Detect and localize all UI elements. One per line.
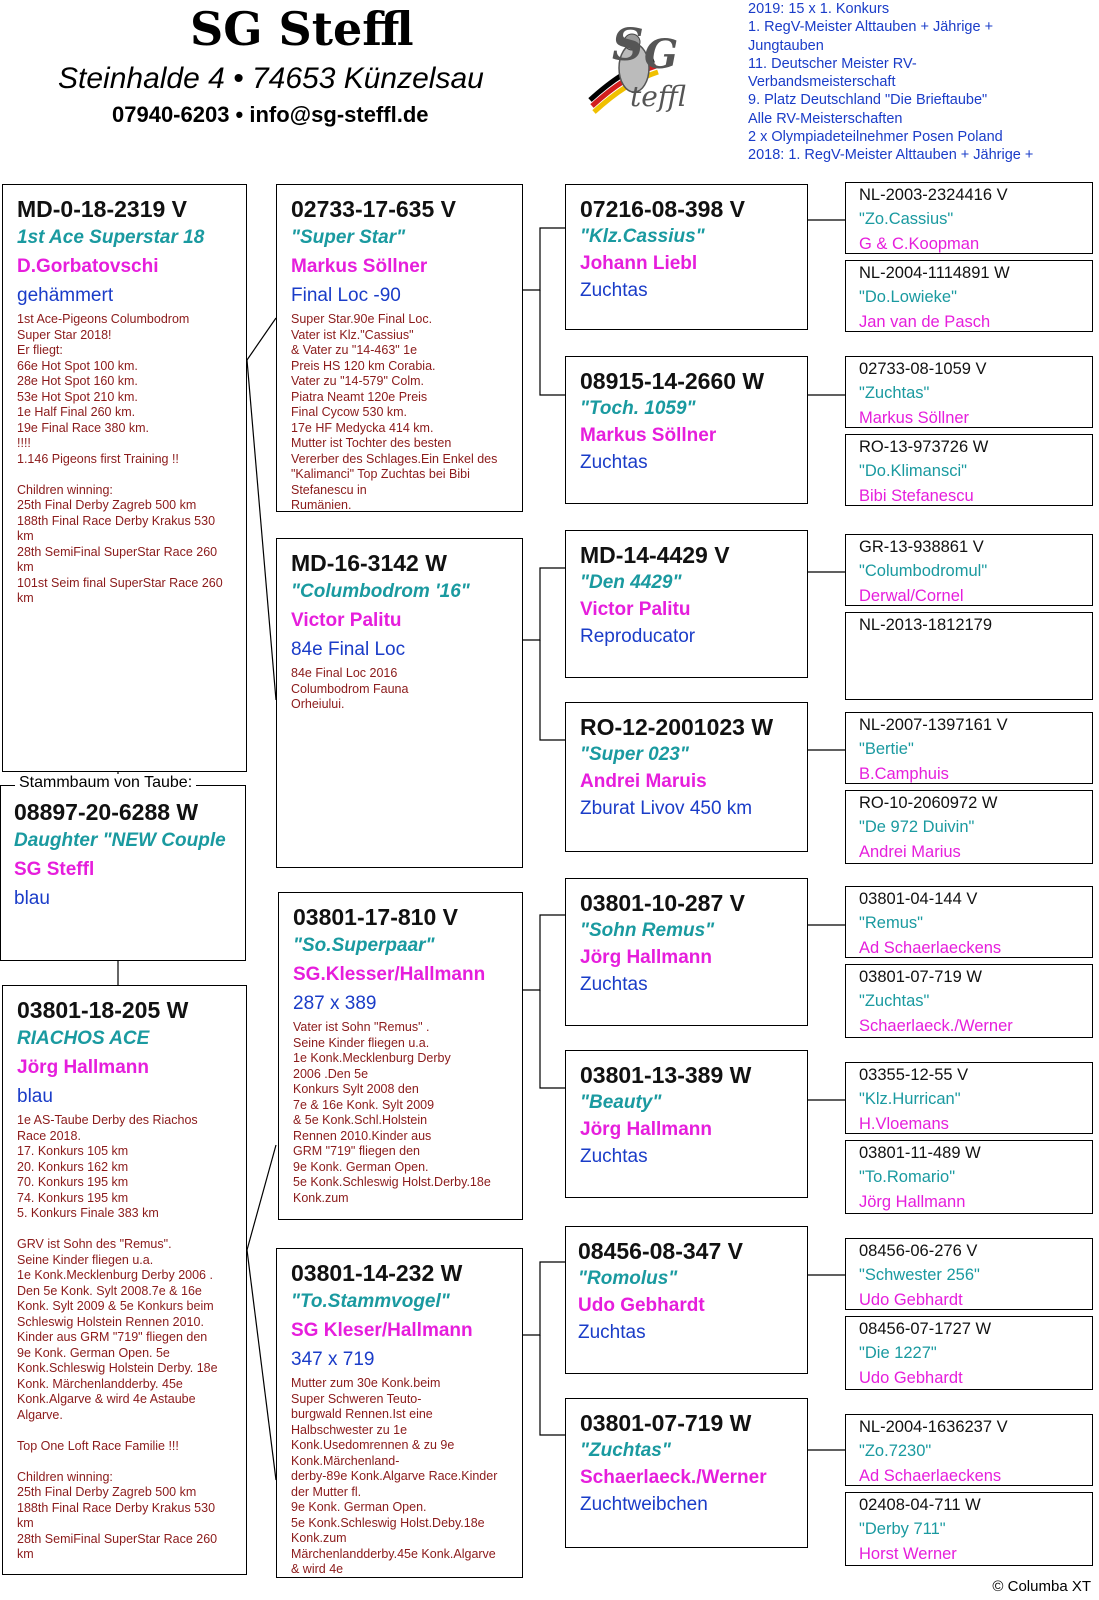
ggp-7-box[interactable]: [565, 1226, 808, 1374]
grandsire-2-breeder: SG.Klesser/Hallmann: [293, 964, 486, 985]
gggp-2-breeder: Jan van de Pasch: [859, 313, 991, 331]
loft-title: SG Steffl: [190, 2, 414, 56]
dam-color: blau: [17, 1086, 53, 1107]
grandsire-2-name: "So.Superpaar": [293, 935, 435, 956]
gggp-10-name: "Zuchtas": [859, 992, 930, 1010]
sire-name: 1st Ace Superstar 18: [17, 227, 205, 248]
granddam-2-box[interactable]: [276, 1248, 523, 1578]
ggp-2-name: "Toch. 1059": [580, 398, 696, 419]
gggp-9-breeder: Ad Schaerlaeckens: [859, 939, 1002, 957]
gggp-2-box[interactable]: [845, 260, 1093, 332]
ggp-4-color: Zburat Livov 450 km: [580, 798, 753, 819]
footer-credit: © Columba XT: [992, 1578, 1091, 1595]
gggp-14-box[interactable]: [845, 1316, 1093, 1390]
award-line: 9. Platz Deutschland "Die Brieftaube": [748, 92, 988, 109]
grandsire-1-name: "Super Star": [291, 227, 406, 248]
gggp-11-box[interactable]: [845, 1062, 1093, 1134]
granddam-1-color: 84e Final Loc: [291, 639, 406, 660]
gggp-14-name: "Die 1227": [859, 1344, 937, 1362]
gggp-10-ring: 03801-07-719 W: [859, 968, 982, 986]
subject-legend: Stammbaum von Taube:: [15, 774, 196, 792]
gggp-16-breeder: Horst Werner: [859, 1545, 957, 1563]
gggp-5-breeder: Derwal/Cornel: [859, 587, 964, 605]
ggp-5-box[interactable]: [565, 878, 808, 1026]
ggp-8-name: "Zuchtas": [580, 1440, 671, 1461]
gggp-15-breeder: Ad Schaerlaeckens: [859, 1467, 1002, 1485]
award-line: Verbandsmeisterschaft: [748, 74, 896, 91]
ggp-6-box[interactable]: [565, 1050, 808, 1198]
ggp-4-ring: RO-12-2001023 W: [580, 714, 774, 740]
gggp-7-ring: NL-2007-1397161 V: [859, 716, 1008, 734]
sire-breeder: D.Gorbatovschi: [17, 256, 159, 277]
ggp-8-box[interactable]: [565, 1398, 808, 1548]
ggp-7-breeder: Udo Gebhardt: [578, 1295, 705, 1316]
gggp-3-breeder: Markus Söllner: [859, 409, 970, 427]
gggp-9-ring: 03801-04-144 V: [859, 890, 978, 908]
ggp-4-breeder: Andrei Maruis: [580, 771, 707, 792]
gggp-13-name: "Schwester 256": [859, 1266, 980, 1284]
gggp-9-name: "Remus": [859, 914, 923, 932]
gggp-10-breeder: Schaerlaeck./Werner: [859, 1017, 1013, 1035]
gggp-13-box[interactable]: [845, 1238, 1093, 1310]
ggp-2-box[interactable]: [565, 356, 808, 504]
gggp-2-name: "Do.Lowieke": [859, 288, 957, 306]
ggp-3-color: Reproducator: [580, 626, 696, 647]
subject-name: Daughter "NEW Couple: [14, 830, 226, 851]
award-line: Alle RV-Meisterschaften: [748, 110, 903, 127]
award-line: 2018: 1. RegV-Meister Alttauben + Jährige +: [748, 147, 1034, 164]
award-line: 2 x Olympiadeteilnehmer Posen Poland: [748, 129, 1003, 146]
subject-box[interactable]: [0, 774, 246, 961]
gggp-8-ring: RO-10-2060972 W: [859, 794, 998, 812]
gggp-14-breeder: Udo Gebhardt: [859, 1369, 963, 1387]
dam-info: 1e AS-Taube Derby des Riachos Race 2018. 17. Konkurs 105 km 20. Konkurs 162 km 70. Konkurs 195 km 74. Konkurs 195 km 5. Konkurs Finale 383 km GRV ist Sohn des "Remus". Seine Kinder fliegen u.a. 1e Konk.Mecklenburg Derby 2006 . Den 5e Konk. Sylt 2008.7e & 16e Konk. Sylt 2009 & 5e Konkurs beim Schleswig Holstein Rennen 2010. Kinder aus GRM "719" fliegen den 9e Konk. German Open. 5e Konk.Schleswig Holstein Derby. 18e Konk. Märchenlandderby. 45e Konk.Algarve & wird 4e Astaube Algarve. Top One Loft Race Familie !!! Children winning: 25th Final Derby Zagreb 500 km 188th Final Race Derby Krakus 530 km 28th SemiFinal SuperStar Race 260 km: [17, 1113, 218, 1561]
grandsire-1-ring: 02733-17-635 V: [291, 196, 456, 222]
gggp-6-ring: NL-2013-1812179: [859, 616, 993, 634]
gggp-4-box[interactable]: [845, 434, 1093, 506]
gggp-12-name: "To.Romario": [859, 1168, 956, 1186]
gggp-3-box[interactable]: [845, 356, 1093, 428]
gggp-15-ring: NL-2004-1636237 V: [859, 1418, 1008, 1436]
award-line: 1. RegV-Meister Alttauben + Jährige +: [748, 19, 994, 36]
loft-contact: 07940-6203 • info@sg-steffl.de: [112, 102, 429, 127]
ggp-6-color: Zuchtas: [580, 1146, 648, 1167]
subject-breeder: SG Steffl: [14, 859, 95, 880]
gggp-3-name: "Zuchtas": [859, 384, 930, 402]
gggp-7-breeder: B.Camphuis: [859, 765, 949, 783]
gggp-11-ring: 03355-12-55 V: [859, 1066, 969, 1084]
gggp-7-name: "Bertie": [859, 740, 914, 758]
gggp-14-ring: 08456-07-1727 W: [859, 1320, 992, 1338]
grandsire-2-box[interactable]: [278, 892, 523, 1220]
gggp-11-breeder: H.Vloemans: [859, 1115, 949, 1133]
granddam-1-ring: MD-16-3142 W: [291, 550, 447, 576]
dam-box[interactable]: [2, 985, 247, 1575]
ggp-7-ring: 08456-08-347 V: [578, 1238, 743, 1264]
granddam-2-info: Mutter zum 30e Konk.beim Super Schweren Teuto- burgwald Rennen.Ist eine Halbschwester zu 1e Konk.Usedomrennen & zu 9e Konk.Märchenland- derby-89e Konk.Algarve Race.Kinder der Mutter fl. 9e Konk. German Open. 5e Konk.Schleswig Holst.Deby.18e Konk.zum Märchenlandderby.45e Konk.Algarve & wird 4e: [291, 1376, 498, 1576]
gggp-5-ring: GR-13-938861 V: [859, 538, 984, 556]
ggp-6-name: "Beauty": [580, 1092, 662, 1113]
gggp-16-box[interactable]: [845, 1492, 1093, 1566]
ggp-4-box[interactable]: [565, 702, 808, 852]
ggp-1-color: Zuchtas: [580, 280, 648, 301]
gggp-8-box[interactable]: [845, 790, 1093, 864]
grandsire-1-box[interactable]: [276, 184, 523, 512]
subject-color: blau: [14, 888, 50, 909]
sire-box[interactable]: [2, 184, 247, 772]
loft-address: Steinhalde 4 • 74653 Künzelsau: [58, 62, 484, 95]
gggp-8-breeder: Andrei Marius: [859, 843, 961, 861]
ggp-5-color: Zuchtas: [580, 974, 648, 995]
gggp-15-box[interactable]: [845, 1414, 1093, 1486]
gggp-4-ring: RO-13-973726 W: [859, 438, 989, 456]
gggp-9-box[interactable]: [845, 886, 1093, 958]
gggp-1-box[interactable]: [845, 182, 1093, 254]
subject-ring: 08897-20-6288 W: [14, 799, 199, 825]
grandsire-1-color: Final Loc -90: [291, 285, 401, 306]
dam-name: RIACHOS ACE: [17, 1028, 150, 1049]
gggp-5-name: "Columbodromul": [859, 562, 988, 580]
ggp-3-breeder: Victor Palitu: [580, 599, 691, 620]
ggp-7-name: "Romolus": [578, 1268, 678, 1289]
gggp-12-box[interactable]: [845, 1140, 1093, 1214]
grandsire-1-breeder: Markus Söllner: [291, 256, 428, 277]
gggp-13-breeder: Udo Gebhardt: [859, 1291, 963, 1309]
svg-text:G: G: [644, 31, 679, 78]
ggp-2-color: Zuchtas: [580, 452, 648, 473]
granddam-2-ring: 03801-14-232 W: [291, 1260, 463, 1286]
gggp-1-ring: NL-2003-2324416 V: [859, 186, 1008, 204]
ggp-8-breeder: Schaerlaeck./Werner: [580, 1467, 767, 1488]
granddam-2-breeder: SG Kleser/Hallmann: [291, 1320, 473, 1341]
granddam-2-color: 347 x 719: [291, 1349, 375, 1370]
sire-color: gehämmert: [17, 285, 114, 306]
gggp-4-breeder: Bibi Stefanescu: [859, 487, 974, 505]
dam-breeder: Jörg Hallmann: [17, 1057, 149, 1078]
gggp-1-name: "Zo.Cassius": [859, 210, 954, 228]
gggp-11-name: "Klz.Hurrican": [859, 1090, 961, 1108]
ggp-2-ring: 08915-14-2660 W: [580, 368, 765, 394]
svg-text:S: S: [612, 20, 644, 71]
gggp-6-box[interactable]: [845, 612, 1093, 700]
gggp-12-breeder: Jörg Hallmann: [859, 1193, 966, 1211]
ggp-7-color: Zuchtas: [578, 1322, 646, 1343]
ggp-5-name: "Sohn Remus": [580, 920, 715, 941]
granddam-1-breeder: Victor Palitu: [291, 610, 402, 631]
ggp-8-color: Zuchtweibchen: [580, 1494, 708, 1515]
granddam-2-name: "To.Stammvogel": [291, 1291, 450, 1312]
grandsire-2-color: 287 x 389: [293, 993, 377, 1014]
ggp-5-ring: 03801-10-287 V: [580, 890, 745, 916]
granddam-1-info: 84e Final Loc 2016 Columbodrom Fauna Orheiului.: [291, 666, 409, 711]
grandsire-1-info: Super Star.90e Final Loc. Vater ist Klz."Cassius" & Vater zu "14-463" 1e Preis HS 120 km Corabia. Vater zu "14-579" Colm. Piatra Neamt 120e Preis Final Cycow 530 km. 17e HF Medycka 414 km. Mutter ist Tochter des besten Vererber des Schlages.Ein Enkel des "Kalimanci" Top Zuchtas bei Bibi Stefanescu in Rumänien.: [291, 312, 498, 512]
ggp-1-name: "Klz.Cassius": [580, 226, 705, 247]
gggp-16-name: "Derby 711": [859, 1520, 946, 1538]
gggp-8-name: "De 972 Duivin": [859, 818, 975, 836]
dam-ring: 03801-18-205 W: [17, 997, 189, 1023]
ggp-6-ring: 03801-13-389 W: [580, 1062, 752, 1088]
award-line: Jungtauben: [748, 37, 824, 54]
ggp-1-box[interactable]: [565, 184, 808, 330]
gggp-3-ring: 02733-08-1059 V: [859, 360, 987, 378]
gggp-4-name: "Do.Klimansci": [859, 462, 967, 480]
gggp-12-ring: 03801-11-489 W: [859, 1144, 981, 1162]
award-line: 11. Deutscher Meister RV-: [748, 55, 917, 72]
ggp-8-ring: 03801-07-719 W: [580, 1410, 752, 1436]
ggp-1-ring: 07216-08-398 V: [580, 196, 745, 222]
ggp-1-breeder: Johann Liebl: [580, 253, 698, 274]
ggp-5-breeder: Jörg Hallmann: [580, 947, 712, 968]
gggp-2-ring: NL-2004-1114891 W: [859, 264, 1010, 282]
gggp-13-ring: 08456-06-276 V: [859, 1242, 978, 1260]
grandsire-2-info: Vater ist Sohn "Remus" . Seine Kinder fliegen u.a. 1e Konk.Mecklenburg Derby 2006 .Den 5e Konkurs Sylt 2008 den 7e & 16e Konk. Sylt 2009 & 5e Konk.Schl.Holstein Rennen 2010.Kinder aus GRM "719" fliegen den 9e Konk. German Open. 5e Konk.Schleswig Holst.Derby.18e Konk.zum: [293, 1020, 491, 1205]
gggp-10-box[interactable]: [845, 964, 1093, 1038]
subject-content: [14, 798, 226, 913]
sire-info: 1st Ace-Pigeons Columbodrom Super Star 2018! Er fliegt: 66e Hot Spot 100 km. 28e Hot Spot 160 km. 53e Hot Spot 210 km. 1e Half Final 260 km. 19e Final Race 380 km. !!!! 1.146 Pigeons first Training !! Children winning: 25th Final Derby Zagreb 500 km 188th Final Race Derby Krakus 530 km 28th SemiFinal SuperStar Race 260 km 101st Seim final SuperStar Race 260 km: [17, 312, 223, 605]
granddam-1-box[interactable]: [276, 538, 523, 868]
gggp-15-name: "Zo.7230": [859, 1442, 932, 1460]
ggp-4-name: "Super 023": [580, 744, 689, 765]
ggp-3-ring: MD-14-4429 V: [580, 542, 730, 568]
granddam-1-name: "Columbodrom '16": [291, 581, 470, 602]
ggp-3-name: "Den 4429": [580, 572, 682, 593]
gggp-16-ring: 02408-04-711 W: [859, 1496, 981, 1514]
award-line: 2019: 15 x 1. Konkurs: [748, 1, 890, 17]
ggp-6-breeder: Jörg Hallmann: [580, 1119, 712, 1140]
sire-ring: MD-0-18-2319 V: [17, 196, 188, 222]
ggp-2-breeder: Markus Söllner: [580, 425, 717, 446]
gggp-7-box[interactable]: [845, 712, 1093, 784]
grandsire-2-ring: 03801-17-810 V: [293, 904, 458, 930]
svg-text:teffl: teffl: [630, 80, 686, 113]
gggp-1-breeder: G & C.Koopman: [859, 235, 980, 253]
gggp-5-box[interactable]: [845, 534, 1093, 606]
ggp-3-box[interactable]: [565, 530, 808, 678]
